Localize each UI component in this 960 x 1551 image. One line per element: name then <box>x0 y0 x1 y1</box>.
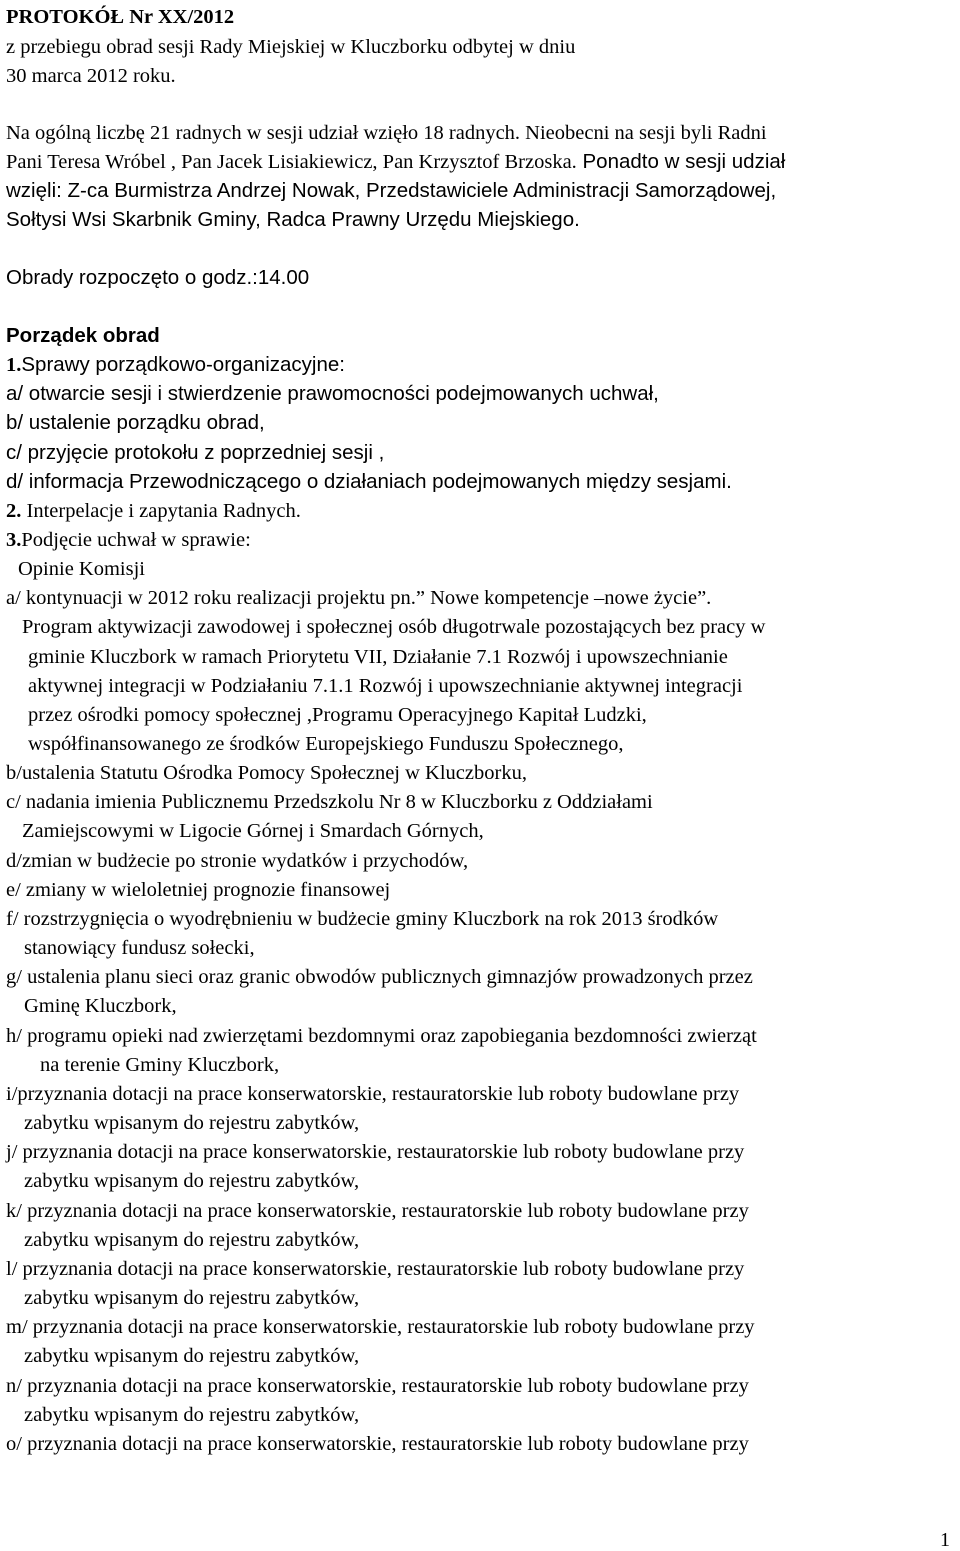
resolution-m-line-1: m/ przyznania dotacji na prace konserwatorskie, restauratorskie lub roboty budowlane przy <box>6 1316 755 1338</box>
resolution-a-line-1: a/ kontynuacji w 2012 roku realizacji projektu pn.” Nowe kompetencje –nowe życie”. <box>6 587 712 609</box>
attendance-line-3: wzięli: Z-ca Burmistrza Andrzej Nowak, Przedstawiciele Administracji Samorządowej, <box>6 179 777 202</box>
resolution-a-line-5: przez ośrodki pomocy społecznej ,Programu Operacyjnego Kapitał Ludzki, <box>28 704 647 726</box>
resolution-e: e/ zmiany w wieloletniej prognozie finansowej <box>6 879 391 901</box>
item-2-number: 2. <box>6 500 22 522</box>
resolution-i-line-1: i/przyznania dotacji na prace konserwatorskie, restauratorskie lub roboty budowlane przy <box>6 1083 740 1105</box>
agenda-item-3 <box>6 530 251 551</box>
resolution-a-line-4: aktywnej integracji w Podziałaniu 7.1.1 Rozwój i upowszechnianie aktywnej integracji <box>28 675 743 697</box>
resolution-m-line-2: zabytku wpisanym do rejestru zabytków, <box>24 1345 360 1367</box>
resolution-a-line-6: współfinansowanego ze środków Europejskiego Funduszu Społecznego, <box>28 733 624 755</box>
item-3-number: 3. <box>6 529 22 551</box>
resolution-a-line-3: gminie Kluczbork w ramach Priorytetu VII, Działanie 7.1 Rozwój i upowszechnianie <box>28 646 728 668</box>
resolution-o-line-1: o/ przyznania dotacji na prace konserwatorskie, restauratorskie lub roboty budowlane przy <box>6 1433 749 1455</box>
attendance-line-4: Sołtysi Wsi Skarbnik Gminy, Radca Prawny Urzędu Miejskiego. <box>6 208 580 231</box>
item-1-text: Sprawy porządkowo-organizacyjne: <box>21 353 345 376</box>
resolution-f-line-1: f/ rozstrzygnięcia o wyodrębnieniu w budżecie gminy Kluczbork na rok 2013 środków <box>6 908 719 930</box>
attendance-line-1: Na ogólną liczbę 21 radnych w sesji udział wzięło 18 radnych. Nieobecni na sesji byli Radni <box>6 122 767 144</box>
resolution-h-line-2: na terenie Gminy Kluczbork, <box>40 1054 280 1076</box>
document-title: PROTOKÓŁ Nr XX/2012 <box>6 6 235 28</box>
subtitle-line-2: 30 marca 2012 roku. <box>6 65 176 87</box>
attendance-absent: Pani Teresa Wróbel , Pan Jacek Lisiakiewicz, Pan Krzysztof Brzoska. <box>6 151 577 173</box>
agenda-item-2 <box>6 501 301 522</box>
resolution-c-line-2: Zamiejscowymi w Ligocie Górnej i Smardach Górnych, <box>22 820 484 842</box>
resolution-i-line-2: zabytku wpisanym do rejestru zabytków, <box>24 1112 360 1134</box>
item-1d: d/ informacja Przewodniczącego o działaniach podejmowanych między sesjami. <box>6 470 732 493</box>
resolution-g-line-2: Gminę Kluczbork, <box>24 995 177 1017</box>
attendance-also-present: Ponadto w sesji udział <box>576 150 786 173</box>
resolution-n-line-1: n/ przyznania dotacji na prace konserwatorskie, restauratorskie lub roboty budowlane przy <box>6 1375 749 1397</box>
resolution-g-line-1: g/ ustalenia planu sieci oraz granic obwodów publicznych gimnazjów prowadzonych przez <box>6 966 753 988</box>
resolution-k-line-1: k/ przyznania dotacji na prace konserwatorskie, restauratorskie lub roboty budowlane przy <box>6 1200 749 1222</box>
attendance-line-2 <box>6 152 785 173</box>
resolution-l-line-2: zabytku wpisanym do rejestru zabytków, <box>24 1287 360 1309</box>
item-3-text: Podjęcie uchwał w sprawie: <box>21 529 251 551</box>
item-1-number: 1. <box>6 354 22 376</box>
resolution-h-line-1: h/ programu opieki nad zwierzętami bezdomnymi oraz zapobiegania bezdomności zwierząt <box>6 1025 757 1047</box>
start-time: Obrady rozpoczęto o godz.:14.00 <box>6 266 310 289</box>
subtitle-line-1: z przebiegu obrad sesji Rady Miejskiej w Kluczborku odbytej w dniu <box>6 36 576 58</box>
resolution-l-line-1: l/ przyznania dotacji na prace konserwatorskie, restauratorskie lub roboty budowlane przy <box>6 1258 745 1280</box>
resolution-n-line-2: zabytku wpisanym do rejestru zabytków, <box>24 1404 360 1426</box>
resolution-k-line-2: zabytku wpisanym do rejestru zabytków, <box>24 1229 360 1251</box>
item-2-text: Interpelacje i zapytania Radnych. <box>21 500 301 522</box>
item-1a: a/ otwarcie sesji i stwierdzenie prawomocności podejmowanych uchwał, <box>6 382 659 405</box>
item-1c: c/ przyjęcie protokołu z poprzedniej sesji , <box>6 441 385 464</box>
resolution-c-line-1: c/ nadania imienia Publicznemu Przedszkolu Nr 8 w Kluczborku z Oddziałami <box>6 791 653 813</box>
agenda-item-1 <box>6 355 345 376</box>
resolution-j-line-1: j/ przyznania dotacji na prace konserwatorskie, restauratorskie lub roboty budowlane przy <box>6 1141 745 1163</box>
resolution-d: d/zmian w budżecie po stronie wydatków i przychodów, <box>6 850 469 872</box>
resolution-b: b/ustalenia Statutu Ośrodka Pomocy Społecznej w Kluczborku, <box>6 762 527 784</box>
resolution-j-line-2: zabytku wpisanym do rejestru zabytków, <box>24 1170 360 1192</box>
item-1b: b/ ustalenie porządku obrad, <box>6 411 265 434</box>
opinie-komisji: Opinie Komisji <box>18 558 145 580</box>
page-number: 1 <box>940 1529 950 1551</box>
agenda-heading: Porządek obrad <box>6 324 160 347</box>
resolution-f-line-2: stanowiący fundusz sołecki, <box>24 937 255 959</box>
resolution-a-line-2: Program aktywizacji zawodowej i społecznej osób długotrwale pozostających bez pracy w <box>22 616 766 638</box>
